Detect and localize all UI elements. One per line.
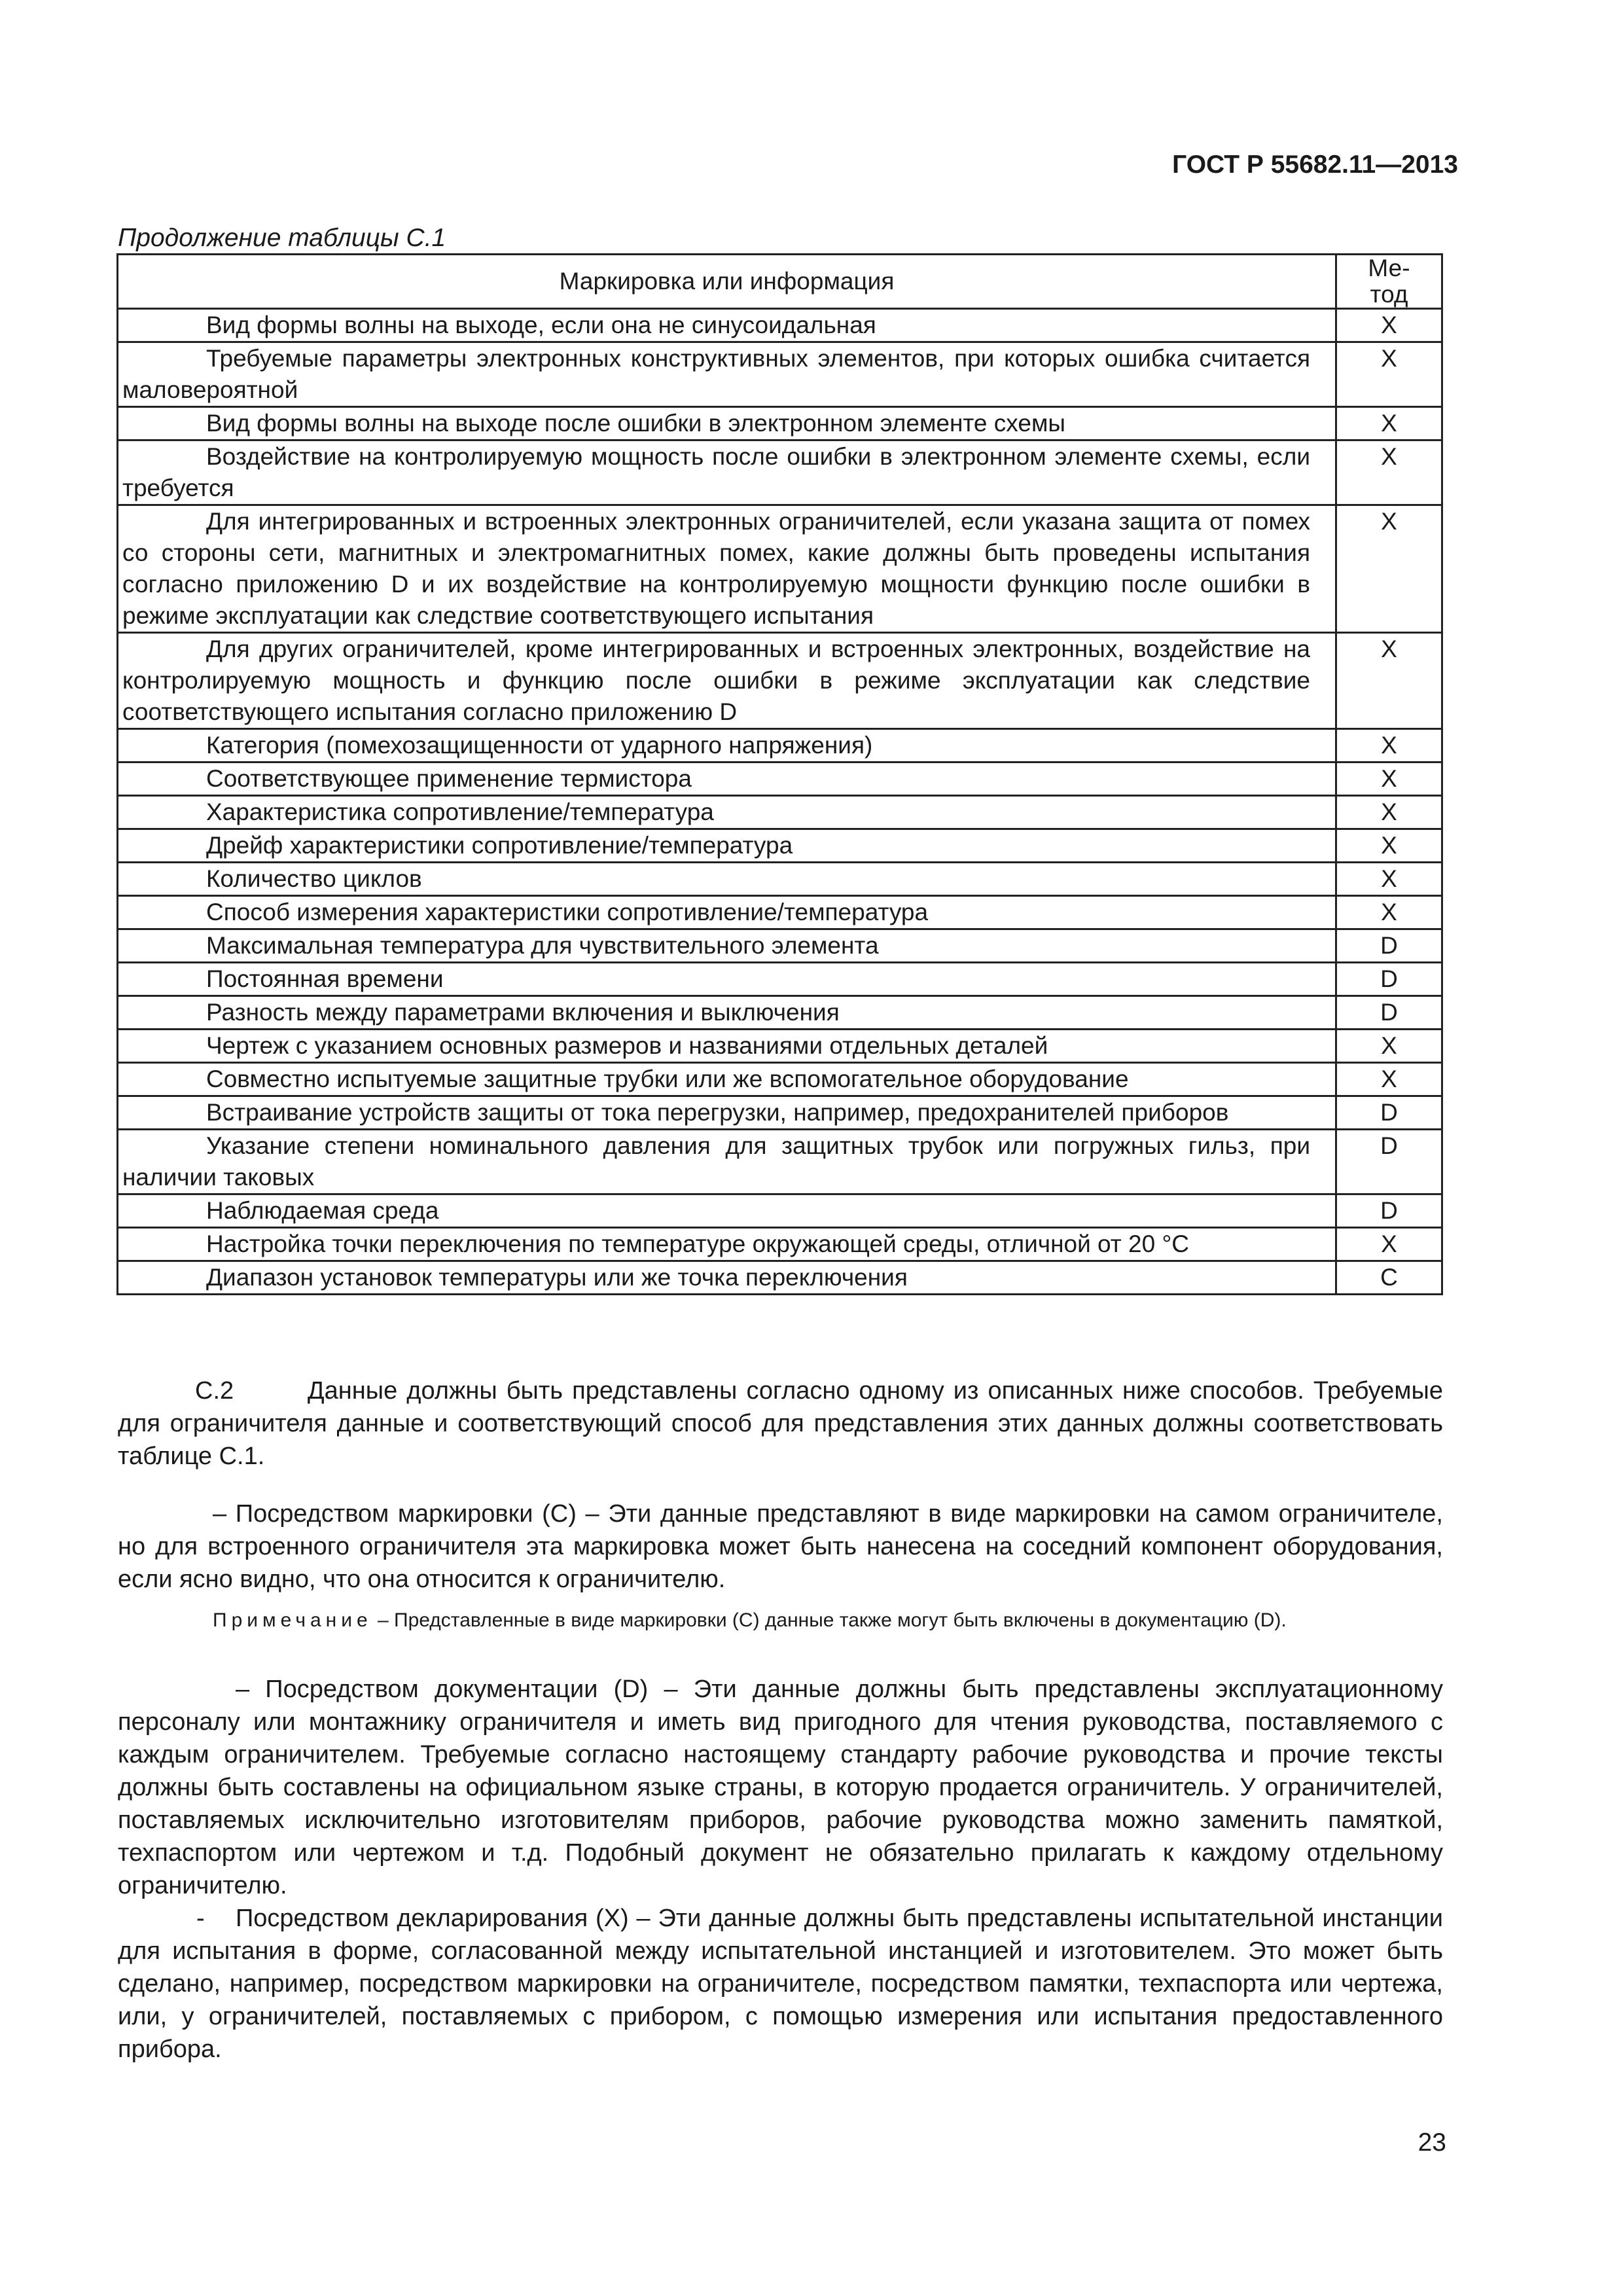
table-row bbox=[118, 829, 1442, 863]
note-body: – Представленные в виде маркировки (С) данные также могут быть включены в документацию (D). bbox=[372, 1609, 1287, 1631]
table-row bbox=[118, 896, 1442, 929]
row-method: X bbox=[1336, 505, 1442, 633]
table-row bbox=[118, 1063, 1442, 1096]
row-info: Соответствующее применение термистора bbox=[118, 762, 1336, 796]
row-info: Дрейф характеристики сопротивление/температура bbox=[118, 829, 1336, 863]
table-row bbox=[118, 633, 1442, 729]
row-info: Совместно испытуемые защитные трубки или же вспомогательное оборудование bbox=[118, 1063, 1336, 1096]
row-method: D bbox=[1336, 1194, 1442, 1228]
row-info: Категория (помехозащищенности от ударного напряжения) bbox=[118, 729, 1336, 762]
row-info: Вид формы волны на выходе, если она не синусоидальная bbox=[118, 309, 1336, 342]
row-method: D bbox=[1336, 1130, 1442, 1194]
row-method: D bbox=[1336, 996, 1442, 1030]
row-info: Указание степени номинального давления для защитных трубок или погружных гильз, при наличии таковых bbox=[118, 1130, 1336, 1194]
row-method: X bbox=[1336, 1063, 1442, 1096]
row-method: X bbox=[1336, 896, 1442, 929]
table-row bbox=[118, 762, 1442, 796]
documentation-paragraph bbox=[118, 1673, 1443, 1902]
row-info: Встраивание устройств защиты от тока перегрузки, например, предохранителей приборов bbox=[118, 1096, 1336, 1130]
table-row bbox=[118, 1194, 1442, 1228]
row-method: X bbox=[1336, 407, 1442, 440]
table-row bbox=[118, 342, 1442, 407]
row-method: D bbox=[1336, 963, 1442, 996]
row-info: Воздействие на контролируемую мощность после ошибки в электронном элементе схемы, если требуется bbox=[118, 440, 1336, 505]
row-info: Способ измерения характеристики сопротивление/температура bbox=[118, 896, 1336, 929]
row-method: X bbox=[1336, 863, 1442, 896]
row-info: Характеристика сопротивление/температура bbox=[118, 796, 1336, 829]
note-text bbox=[118, 1606, 1443, 1635]
row-method: X bbox=[1336, 829, 1442, 863]
declaration-paragraph bbox=[118, 1902, 1450, 2066]
table-row bbox=[118, 440, 1442, 505]
column-header-method: Ме- тод bbox=[1336, 255, 1442, 309]
row-info: Чертеж с указанием основных размеров и названиями отдельных деталей bbox=[118, 1030, 1336, 1063]
row-info: Количество циклов bbox=[118, 863, 1336, 896]
row-method: D bbox=[1336, 1096, 1442, 1130]
row-method: X bbox=[1336, 1030, 1442, 1063]
table-row bbox=[118, 1096, 1442, 1130]
row-method: D bbox=[1336, 929, 1442, 963]
row-method: X bbox=[1336, 440, 1442, 505]
row-method: X bbox=[1336, 729, 1442, 762]
row-info: Наблюдаемая среда bbox=[118, 1194, 1336, 1228]
table-row bbox=[118, 1261, 1442, 1295]
table-row bbox=[118, 1130, 1442, 1194]
row-info: Для интегрированных и встроенных электронных ограничителей, если указана защита от помех со стороны сети, магнитных и электромагнитных помех, какие должны быть проведены испытания согласно приложению D и их воздействие на контролируемую мощности функцию после ошибки в режиме эксплуатации как следствие соответствующего испытания bbox=[118, 505, 1336, 633]
row-method: X bbox=[1336, 309, 1442, 342]
table-row bbox=[118, 863, 1442, 896]
row-info: Максимальная температура для чувствительного элемента bbox=[118, 929, 1336, 963]
document-code: ГОСТ Р 55682.11—2013 bbox=[1172, 151, 1458, 179]
marking-text: – Посредством маркировки (С) – Эти данные представляют в виде маркировки на самом ограничителе, но для встроенного ограничителя эта маркировка может быть нанесена на соседний компонент оборудования, если ясно видно, что она относится к ограничителю. bbox=[118, 1500, 1443, 1593]
row-method: X bbox=[1336, 762, 1442, 796]
row-info: Диапазон установок температуры или же точка переключения bbox=[118, 1261, 1336, 1295]
section-c2 bbox=[118, 1374, 1450, 1473]
table-row bbox=[118, 729, 1442, 762]
page-number: 23 bbox=[1418, 2128, 1446, 2157]
row-method: X bbox=[1336, 633, 1442, 729]
table-row bbox=[118, 309, 1442, 342]
table-row bbox=[118, 407, 1442, 440]
row-info: Постоянная времени bbox=[118, 963, 1336, 996]
table-header-row bbox=[118, 255, 1442, 309]
table-row bbox=[118, 929, 1442, 963]
row-info: Настройка точки переключения по температуре окружающей среды, отличной от 20 °С bbox=[118, 1228, 1336, 1261]
table-body bbox=[118, 309, 1442, 1295]
declaration-text: - Посредством декларирования (X) – Эти данные должны быть представлены испытательной инстанции для испытания в форме, согласованной между испытательной инстанцией и изготовителем. Это может быть сделано, например, посредством маркировки на ограничителе, посредством памятки, техпаспорта или чертежа, или, у ограничителей, поставляемых с прибором, с помощью измерения или испытания предоставленного прибора. bbox=[118, 1905, 1450, 2063]
row-method: X bbox=[1336, 1228, 1442, 1261]
table-row bbox=[118, 963, 1442, 996]
table-row bbox=[118, 796, 1442, 829]
column-header-info: Маркировка или информация bbox=[118, 255, 1336, 309]
row-method: C bbox=[1336, 1261, 1442, 1295]
marking-table bbox=[116, 253, 1443, 1295]
note bbox=[118, 1606, 1443, 1635]
row-info: Разность между параметрами включения и выключения bbox=[118, 996, 1336, 1030]
row-method: X bbox=[1336, 796, 1442, 829]
row-method: X bbox=[1336, 342, 1442, 407]
table-row bbox=[118, 505, 1442, 633]
c2-paragraph: С.2 Данные должны быть представлены согласно одному из описанных ниже способов. Требуемые для ограничителя данные и соответствующий способ для представления этих данных должны соответствовать таблице С.1. bbox=[118, 1377, 1450, 1470]
row-info: Для других ограничителей, кроме интегрированных и встроенных электронных, воздействие на контролируемую мощность и функцию после ошибки в режиме эксплуатации как следствие соответствующего испытания согласно приложению D bbox=[118, 633, 1336, 729]
table-caption: Продолжение таблицы С.1 bbox=[118, 224, 446, 252]
row-info: Вид формы волны на выходе после ошибки в электронном элементе схемы bbox=[118, 407, 1336, 440]
note-label: Примечание bbox=[213, 1609, 372, 1631]
documentation-text: – Посредством документации (D) – Эти данные должны быть представлены эксплуатационному персоналу или монтажнику ограничителя и иметь вид пригодного для чтения руководства, поставляемого с каждым ограничителем. Требуемые согласно настоящему стандарту рабочие руководства и прочие тексты должны быть составлены на официальном языке страны, в которую продается ограничитель. У ограничителей, поставляемых исключительно изготовителям приборов, рабочие руководства можно заменить памяткой, техпаспортом или чертежом и т.д. Подобный документ не обязательно прилагать к каждому отдельному ограничителю. bbox=[118, 1676, 1443, 1899]
table-row bbox=[118, 1228, 1442, 1261]
table-row bbox=[118, 996, 1442, 1030]
table-row bbox=[118, 1030, 1442, 1063]
marking-paragraph bbox=[118, 1498, 1443, 1596]
row-info: Требуемые параметры электронных конструктивных элементов, при которых ошибка считается маловероятной bbox=[118, 342, 1336, 407]
